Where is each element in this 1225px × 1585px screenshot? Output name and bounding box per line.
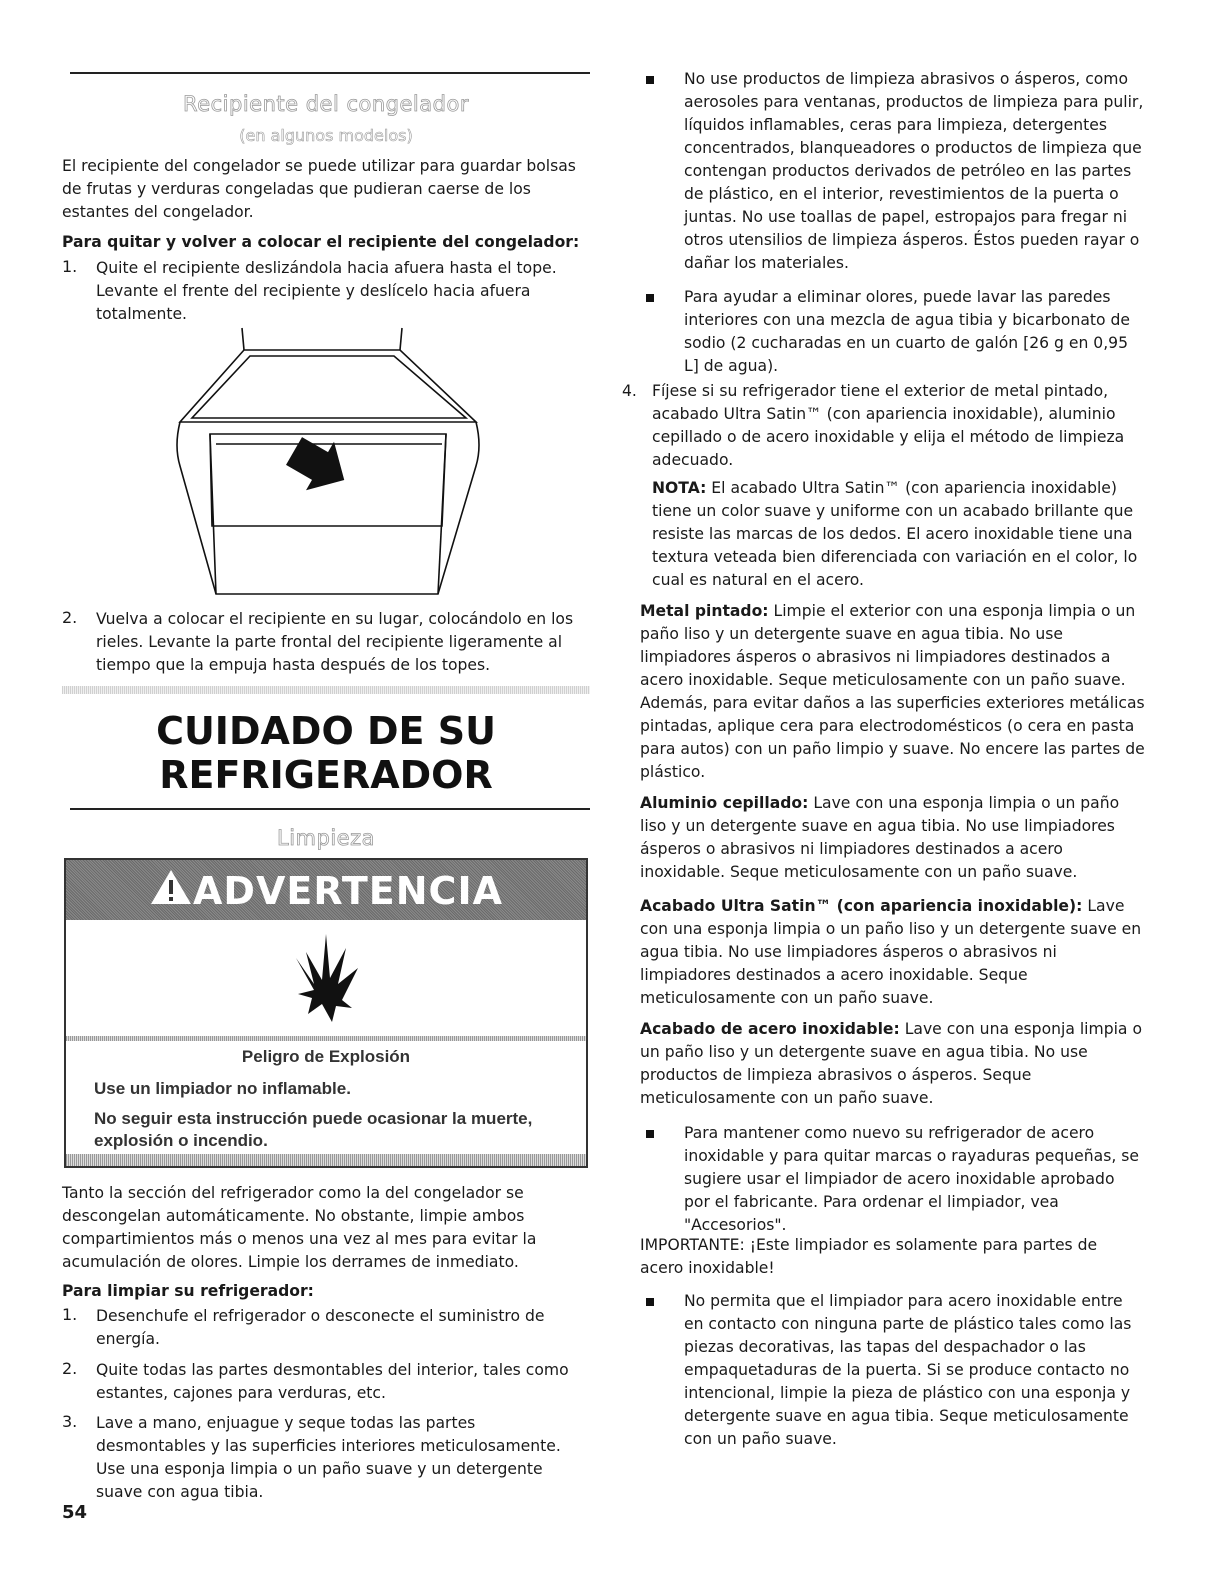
warning-hazard: Peligro de Explosión	[241, 1047, 411, 1066]
painted-metal-text: Limpie el exterior con una esponja limpia o un paño liso y un detergente suave en agua tibia. No use limpiadores ásperos o abrasivos ni limpiadores destinados a acero inoxidable. Seque meticulosamente con un paño suave. Además, para evitar daños a las superficies exteriores metálicas pintadas, aplique cera para electrodomésticos (o cera en pasta para autos) con un paño limpio y suave. No encere las partes de plástico.	[640, 602, 1145, 781]
freezer-intro: El recipiente del congelador se puede utilizar para guardar bolsas de frutas y verduras congeladas que pudieran caerse de los estantes del congelador.	[62, 157, 576, 221]
bullet-odors: Para ayudar a eliminar olores, puede lavar las paredes interiores con una mezcla de agua tibia y bicarbonato de sodio (2 cucharadas en un cuarto de galón [26 g en 0,95 L] de agua).	[640, 286, 1145, 378]
defrost-text: Tanto la sección del refrigerador como la del congelador se descongelan automáticamente. No obstante, limpie ambos compartimientos más o menos una vez al mes para evitar la acumulación de olores. Limpie los derrames de inmediato.	[62, 1184, 537, 1271]
freezer-bin-illustration	[170, 326, 490, 598]
step-text: Quite todas las partes desmontables del interior, tales como estantes, cajones para verduras, etc.	[96, 1361, 569, 1402]
warning-line-2: No seguir esta instrucción puede ocasionar la muerte, explosión o incendio.	[94, 1109, 533, 1150]
step-number: 4.	[622, 382, 637, 400]
warning-box	[64, 858, 588, 1168]
brushed-aluminum-paragraph	[640, 792, 1145, 884]
warning-footer	[66, 1154, 586, 1166]
bullet-plastic-contact: No permita que el limpiador para acero inoxidable entre en contacto con ninguna parte de plástico tales como las piezas decorativas, las tapas del despachador o las empaquetaduras de la puerta. Si se produce contacto no intencional, limpie la pieza de plástico con una esponja y detergente suave en agua tibia. Seque meticulosamente con un paño suave.	[640, 1290, 1145, 1451]
painted-metal-paragraph	[640, 600, 1145, 784]
clean-step-3	[62, 1412, 590, 1504]
clean-step-2	[62, 1359, 590, 1405]
bullet-square-icon	[646, 1130, 654, 1138]
painted-metal-label: Metal pintado:	[640, 602, 769, 620]
explosion-icon	[292, 928, 362, 1024]
stainless-label: Acabado de acero inoxidable:	[640, 1020, 900, 1038]
freezer-step-1	[62, 257, 590, 326]
bullet-square-icon	[646, 1298, 654, 1306]
important-text: ¡Este limpiador es solamente para partes de acero inoxidable!	[640, 1236, 1098, 1277]
warning-line-1: Use un limpiador no inflamable.	[94, 1079, 351, 1098]
nota-text: El acabado Ultra Satin™ (con apariencia inoxidable) tiene un color suave y uniforme con un acabado brillante que resiste las marcas de los dedos. El acero inoxidable tiene una textura veteada bien diferenciada con variación en el color, lo cual es natural en el acero.	[652, 479, 1138, 589]
top-rule	[70, 72, 590, 74]
warning-header	[66, 860, 586, 920]
cleaning-rule	[70, 808, 590, 810]
step-number: 2.	[62, 1359, 78, 1378]
bullet-square-icon	[646, 76, 654, 84]
freezer-section-subtitle: (en algunos modelos)	[239, 126, 413, 145]
ultra-satin-text: Lave con una esponja limpia o un paño liso y un detergente suave en agua tibia. No use limpiadores ásperos o abrasivos ni limpiadores destinados a acero inoxidable. Seque meticulosamente con un paño suave.	[640, 897, 1142, 1007]
step-number: 2.	[62, 608, 78, 627]
warning-word: ADVERTENCIA	[193, 869, 503, 913]
bullet-no-abrasives: No use productos de limpieza abrasivos o ásperos, como aerosoles para ventanas, productos de limpieza para pulir, líquidos inflamables, ceras para limpieza, detergentes concentrados, blanqueadores o productos de limpieza que contengan productos derivados de petróleo en las partes de plástico, en el interior, revestimientos de la puerta o juntas. No use toallas de papel, estropajos para fregar ni otros utensilios de limpieza ásperos. Éstos pueden rayar o dañar los materiales.	[640, 68, 1145, 275]
ultra-satin-paragraph	[640, 895, 1145, 1010]
step-number: 1.	[62, 257, 78, 276]
bullet-square-icon	[646, 294, 654, 302]
step-text: Quite el recipiente deslizándola hacia afuera hasta el tope. Levante el frente del recipiente y deslícelo hacia afuera totalmente.	[96, 259, 557, 323]
brushed-aluminum-label: Aluminio cepillado:	[640, 794, 809, 812]
step-number: 1.	[62, 1305, 78, 1324]
warning-label	[66, 866, 586, 913]
warning-divider	[66, 1036, 586, 1041]
nota-paragraph	[652, 477, 1145, 592]
important-paragraph	[640, 1234, 1145, 1280]
freezer-step-2	[62, 608, 590, 677]
section-divider	[62, 686, 590, 694]
important-label: IMPORTANTE:	[640, 1236, 745, 1254]
brushed-aluminum-text: Lave con una esponja limpia o un paño liso y un detergente suave en agua tibia. No use limpiadores ásperos o abrasivos ni limpiadores destinados a acero inoxidable. Seque meticulosamente con un paño suave.	[640, 794, 1120, 881]
page-number: 54	[62, 1502, 88, 1523]
freezer-heading: Para quitar y volver a colocar el recipiente del congelador:	[62, 233, 580, 251]
cleaning-section-title: Limpieza	[277, 826, 375, 850]
stainless-paragraph	[640, 1018, 1145, 1110]
step-text: Desenchufe el refrigerador o desconecte el suministro de energía.	[96, 1307, 545, 1348]
stainless-text: Lave con una esponja limpia o un paño liso y un detergente suave en agua tibia. No use productos de limpieza abrasivos o ásperos. Seque meticulosamente con un paño suave.	[640, 1020, 1142, 1107]
freezer-section-title: Recipiente del congelador	[183, 92, 469, 116]
clean-step-1	[62, 1305, 590, 1351]
nota-label: NOTA:	[652, 479, 707, 497]
ultra-satin-label: Acabado Ultra Satin™ (con apariencia inoxidable):	[640, 897, 1083, 915]
step-text: Lave a mano, enjuague y seque todas las partes desmontables y las superficies interiores meticulosamente. Use una esponja limpia o un paño suave y un detergente suave con agua tibia.	[96, 1414, 561, 1501]
step-4: 4. Fíjese si su refrigerador tiene el exterior de metal pintado, acabado Ultra Satin™ (con apariencia inoxidable), aluminio cepillado o de acero inoxidable y elija el método de limpieza adecuado.	[622, 382, 1125, 469]
step-number: 3.	[62, 1412, 78, 1431]
step-text: Vuelva a colocar el recipiente en su lugar, colocándolo en los rieles. Levante la parte frontal del recipiente ligeramente al tiempo que la empuja hasta después de los topes.	[96, 610, 574, 674]
care-title-line-2: REFRIGERADOR	[159, 753, 493, 797]
warning-triangle-icon	[149, 868, 193, 915]
bullet-stainless-cleaner: Para mantener como nuevo su refrigerador de acero inoxidable y para quitar marcas o rayaduras pequeñas, se sugiere usar el limpiador de acero inoxidable aprobado por el fabricante. Para ordenar el limpiador, vea "Accesorios".	[640, 1122, 1145, 1237]
care-title-line-1: CUIDADO DE SU	[156, 709, 496, 753]
clean-heading: Para limpiar su refrigerador:	[62, 1282, 314, 1300]
